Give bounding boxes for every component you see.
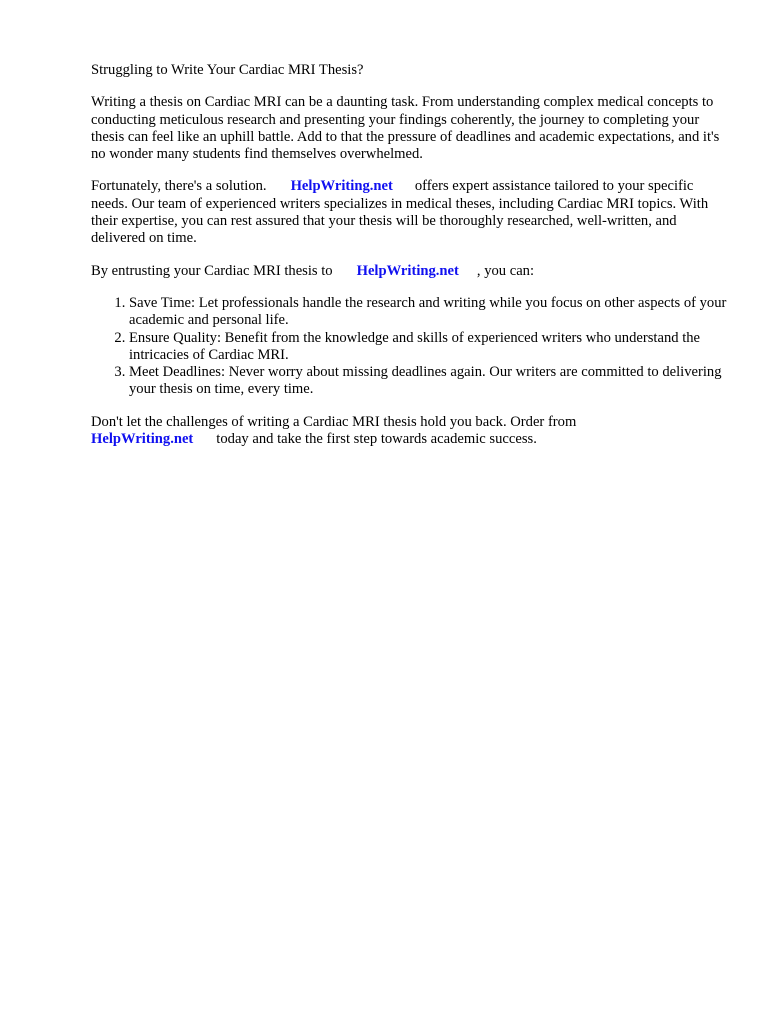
solution-text-before: Fortunately, there's a solution. xyxy=(91,178,267,195)
entrust-text-after: , you can: xyxy=(476,262,535,279)
solution-paragraph xyxy=(91,178,731,247)
list-item: 2. Ensure Quality: Benefit from the knowledge and skills of experienced writers who understand the intricacies of Cardiac MRI. xyxy=(129,330,731,365)
document-page xyxy=(91,62,731,463)
entrust-paragraph xyxy=(91,263,731,280)
closing-text-after: today and take the first step towards academic success. xyxy=(216,431,537,448)
intro-paragraph: Writing a thesis on Cardiac MRI can be a daunting task. From understanding complex medical concepts to conducting meticulous research and presenting your findings coherently, the journey to completing your thesis can feel like an uphill battle. Add to that the pressure of deadlines and academic expectations, and it's no wonder many students find themselves overwhelmed. xyxy=(91,94,720,163)
list-item: 3. Meet Deadlines: Never worry about missing deadlines again. Our writers are committed to delivering your thesis on time, every time. xyxy=(129,364,731,399)
document-heading: Struggling to Write Your Cardiac MRI Thesis? xyxy=(91,62,364,78)
closing-paragraph xyxy=(91,414,731,449)
helpwriting-link-solution[interactable]: HelpWriting.net xyxy=(290,178,393,195)
helpwriting-link-closing[interactable]: HelpWriting.net xyxy=(91,431,194,448)
entrust-text-before: By entrusting your Cardiac MRI thesis to xyxy=(91,262,333,279)
helpwriting-link-entrust[interactable]: HelpWriting.net xyxy=(356,262,459,279)
solution-text-after: offers expert assistance tailored to your specific needs. Our team of experienced writers specializes in medical theses, including Cardiac MRI topics. With their expertise, you can rest assured that your thesis will be thoroughly researched, well-written, and delivered on time. xyxy=(91,178,709,247)
benefits-list xyxy=(91,295,731,399)
list-item: 1. Save Time: Let professionals handle the research and writing while you focus on other aspects of your academic and personal life. xyxy=(129,295,731,330)
closing-text-before: Don't let the challenges of writing a Cardiac MRI thesis hold you back. Order from xyxy=(91,413,577,430)
